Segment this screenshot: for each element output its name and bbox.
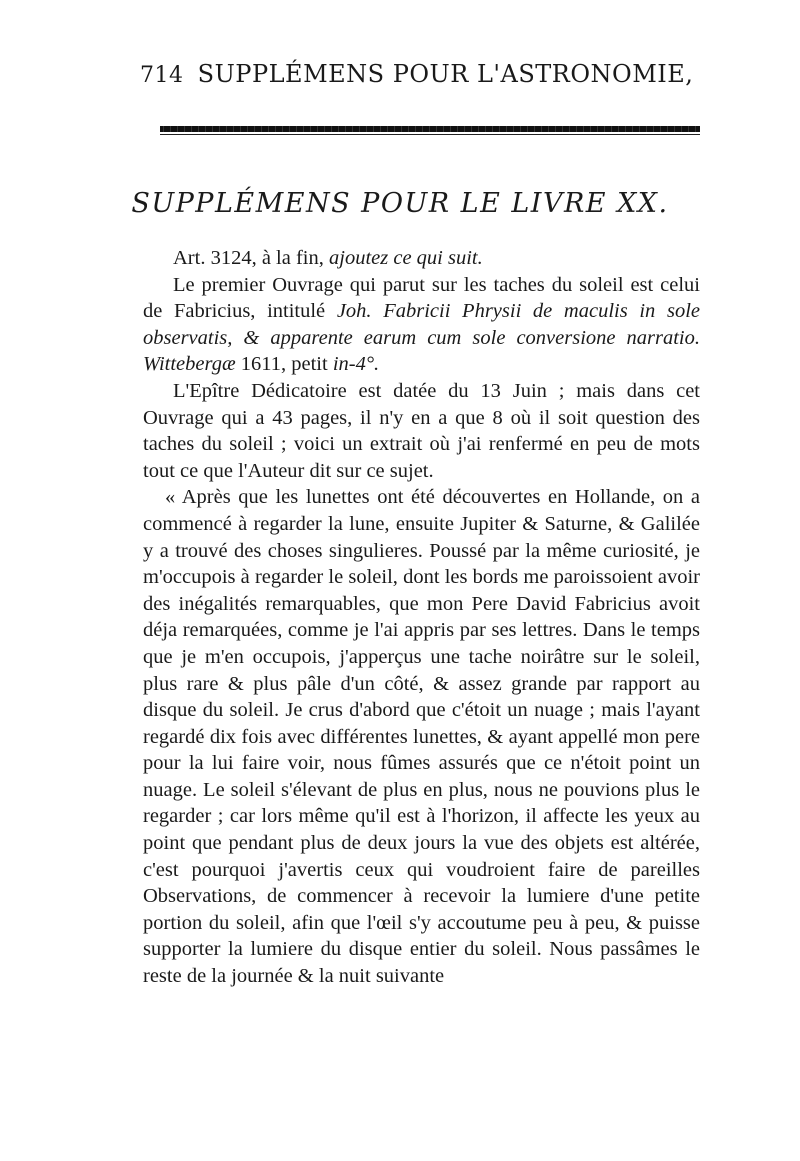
body-text: [143, 245, 700, 990]
running-title: SUPPLÉMENS POUR L'ASTRONOMIE,: [197, 60, 694, 88]
fabricius-format: in-4°.: [332, 353, 380, 376]
running-header: [140, 60, 700, 88]
paragraph-dedication: L'Epître Dédicatoire est datée du 13 Juin ; mais dans cet Ouvrage qui a 43 pages, il n'y en a que 8 où il soit question des taches du soleil ; voici un extrait où j'ai renfermé en peu de mots tout ce que l'Auteur dit sur ce sujet.: [143, 379, 700, 482]
section-title: SUPPLÉMENS POUR LE LIVRE XX.: [131, 188, 669, 219]
rule-underline: [160, 134, 700, 135]
paragraph-quotation: « Après que les lunettes ont été découvertes en Hollande, on a commencé à regarder la lune, ensuite Jupiter & Saturne, & Galilée y a trouvé des choses singulieres. Poussé par la même curiosité, je m'occupois à regarder le soleil, dont les bords me paroissoient avoir des inégalités remarquables, que mon Pere David Fabricius avoit déja remarquées, comme je l'ai appris par ses lettres. Dans le temps que je m'en occupois, j'apperçus une tache noirâtre sur le soleil, plus rare & plus pâle d'un côté, & assez grande par rapport au disque du soleil. Je crus d'abord que c'étoit un nuage ; mais l'ayant regardé dix fois avec différentes lunettes, & ayant appellé mon pere pour la lui faire voir, nous fûmes assurés que ce n'étoit point un nuage. Le soleil s'élevant de plus en plus, nous ne pouvions plus le regarder ; car lors même qu'il est à l'horizon, il affecte les yeux au point que pendant plus de deux jours la vue des objets est altérée, c'est pourquoi j'avertis ceux qui voudroient faire de pareilles Observations, de commencer à recevoir la lumiere d'une petite portion du soleil, afin que l'œil s'y accoutume peu à peu, & puisse supporter la lumiere du disque entier du soleil. Nous passâmes le reste de la journée & la nuit suivante: [143, 486, 700, 988]
article-ref-text: Art. 3124, à la fin,: [173, 247, 329, 269]
fabricius-book-title: Joh. Fabricii Phrysii de maculis in sole observatis, & apparente earum cum sole conversione narratio. Wittebergæ: [143, 300, 700, 376]
paragraph-article-ref: [143, 245, 700, 272]
page-number: 714: [140, 63, 184, 88]
fabricius-year: 1611, petit: [235, 353, 333, 376]
article-ref-instruction: ajoutez ce qui suit.: [329, 247, 483, 269]
fabricius-intro: Le premier Ouvrage qui parut sur les taches du soleil est celui de Fabricius, intitulé: [143, 273, 700, 323]
paragraph-fabricius-work: [143, 272, 700, 378]
ornamental-rule: [160, 126, 700, 132]
